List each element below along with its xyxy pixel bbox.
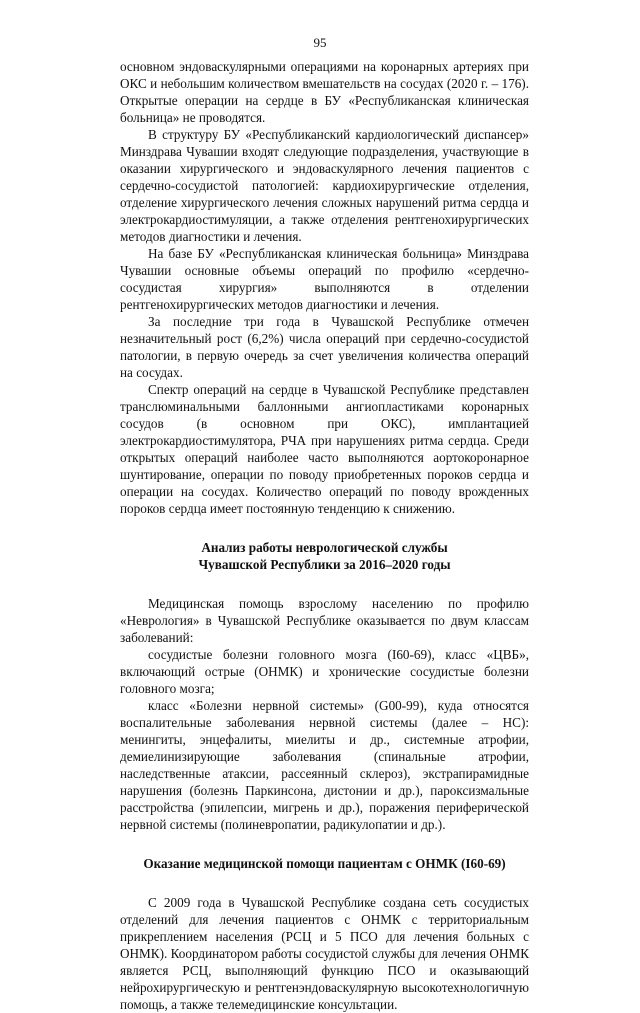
paragraph-nervous-system-class: класс «Болезни нервной системы» (G00-99), куда относятся воспалительные заболевания нервной системы (далее – НС): менингиты, энцефалиты, миелиты и др., системные атрофии, демиелинизирующие заболевания (спинальные атрофии, наследственные атаксии, рассеянный склероз), экстрапирамидные нарушения (болезнь Паркинсона, дистонии и др.), пароксизмальные расстройства (эпилепсии, мигрень и др.), поражения периферической нервной системы (полиневропатии, радикулопатии и др.). <box>120 698 529 832</box>
paragraph-clinical-hospital-operations: На базе БУ «Республиканская клиническая больница» Минздрава Чувашии основные объемы операций по профилю «сердечно-сосудистая хирургия» выполняются в отделении рентгенохирургических методов диагностики и лечения. <box>120 246 529 312</box>
paragraph-vascular-network: С 2009 года в Чувашской Республике создана сеть сосудистых отделений для лечения пациентов с ОНМК с территориальным прикреплением населения (РСЦ и 5 ПСО для лечения больных с ОНМК). Координатором работы сосудистой службы для лечения ОНМК является РСЦ, выполняющий функцию ПСО и оказывающий нейрохирургическую и рентгенэндоваскулярную высокотехнологичную помощь, а также телемедицинские консультации. <box>120 895 529 1012</box>
section-heading-neurology-line1: Анализ работы неврологической службы <box>201 540 448 555</box>
page-number: 95 <box>313 35 327 50</box>
page-content <box>120 58 529 1013</box>
section-heading-stroke-care: Оказание медицинской помощи пациентам с ОНМК (I60-69) <box>143 856 506 871</box>
paragraph-operations-growth: За последние три года в Чувашской Республике отмечен незначительный рост (6,2%) числа операций при сердечно-сосудистой патологии, в первую очередь за счет увеличения количества операций на сосудах. <box>120 314 529 380</box>
paragraph-neurology-intro: Медицинская помощь взрослому населению по профилю «Неврология» в Чувашской Республике оказывается по двум классам заболеваний: <box>120 596 529 645</box>
paragraph-continuation: основном эндоваскулярными операциями на коронарных артериях при ОКС и небольшим количеством вмешательств на сосудах (2020 г. – 176). Открытые операции на сердце в БУ «Республиканская клиническая больница» не проводятся. <box>120 59 529 125</box>
paragraph-cvd-class: сосудистые болезни головного мозга (I60-69), класс «ЦВБ», включающий острые (ОНМК) и хронические сосудистые болезни головного мозга; <box>120 647 529 696</box>
paragraph-heart-operations-spectrum: Спектр операций на сердце в Чувашской Республике представлен транслюминальными баллонными ангиопластиками коронарных сосудов (в основном при ОКС), имплантацией электрокардиостимулятора, РЧА при нарушениях ритма сердца. Среди открытых операций наиболее часто выполняются аортокоронарное шунтирование, операции по поводу приобретенных пороков сердца и операции на сосудах. Количество операций по поводу врожденных пороков сердца имеет постоянную тенденцию к снижению. <box>120 382 529 516</box>
section-heading-neurology-line2: Чувашской Республики за 2016–2020 годы <box>198 557 451 572</box>
paragraph-cardio-dispensary-structure: В структуру БУ «Республиканский кардиологический диспансер» Минздрава Чувашии входят следующие подразделения, участвующие в оказании хирургического и эндоваскулярного лечения пациентов с сердечно-сосудистой патологией: кардиохирургические отделения, отделение хирургического лечения сложных нарушений ритма сердца и электрокардиостимуляции, а также отделения рентгенохирургических методов диагностики и лечения. <box>120 127 529 244</box>
